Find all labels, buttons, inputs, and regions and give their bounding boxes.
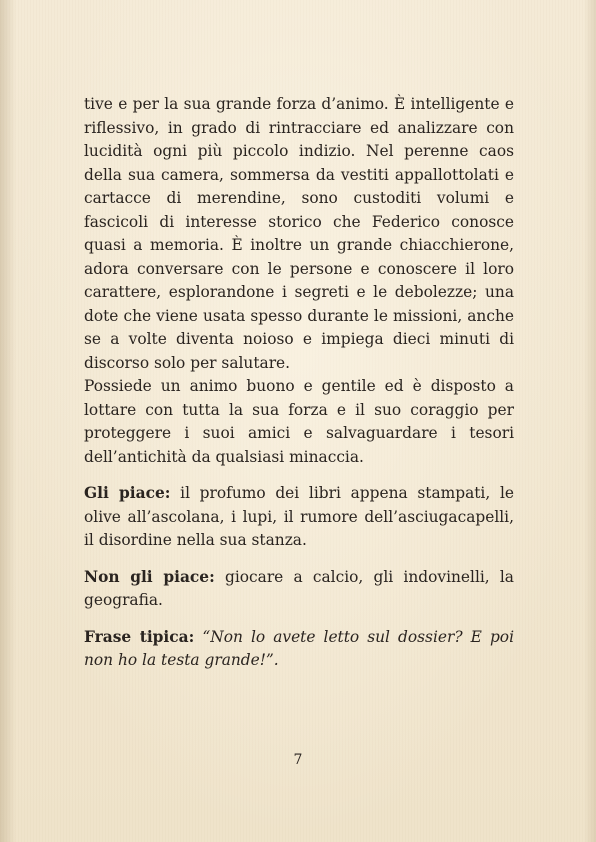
likes-text: il profumo dei libri appena stampati, le olive all’ascolana, i lupi, il rumore dell’asciugacapelli, il disordine nella sua stanza.	[84, 484, 514, 549]
phrase-label: Frase tipica:	[84, 627, 195, 646]
likes-label: Gli piace:	[84, 484, 171, 502]
phrase-paragraph	[84, 626, 514, 673]
likes-paragraph	[84, 482, 514, 553]
page-edge-left	[0, 0, 16, 842]
body-text	[84, 93, 514, 673]
paragraph-character-description: tive e per la sua grande forza d’animo. È intelligente e riflessivo, in grado di rintracciare ed analizzare con lucidità ogni più piccolo indizio. Nel perenne caos della sua camera, sommersa da vestiti appallottolati e cartacce di merendine, sono custoditi volumi e fascicoli di interesse storico che Federico conosce quasi a memoria. È inoltre un grande chiacchierone, adora conversare con le persone e conoscere il loro carattere, esplorandone i segreti e le debolezze; una dote che viene usata spesso durante le missioni, anche se a volte diventa noioso e impiega dieci minuti di discorso solo per salutare.	[84, 95, 514, 372]
page-number: 7	[293, 752, 303, 768]
dislikes-text: giocare a calcio, gli indovinelli, la geografia.	[84, 567, 514, 609]
page-edge-right	[584, 0, 596, 842]
paragraph-personality: Possiede un animo buono e gentile ed è disposto a lottare con tutta la sua forza e il suo coraggio per proteggere i suoi amici e salvaguardare i tesori dell’antichità da qualsiasi minaccia.	[84, 377, 514, 466]
dislikes-label: Non gli piace:	[84, 567, 215, 586]
dislikes-paragraph	[84, 566, 514, 613]
phrase-quote: “Non lo avete letto sul dossier? E poi non ho la testa grande!”.	[84, 627, 514, 669]
